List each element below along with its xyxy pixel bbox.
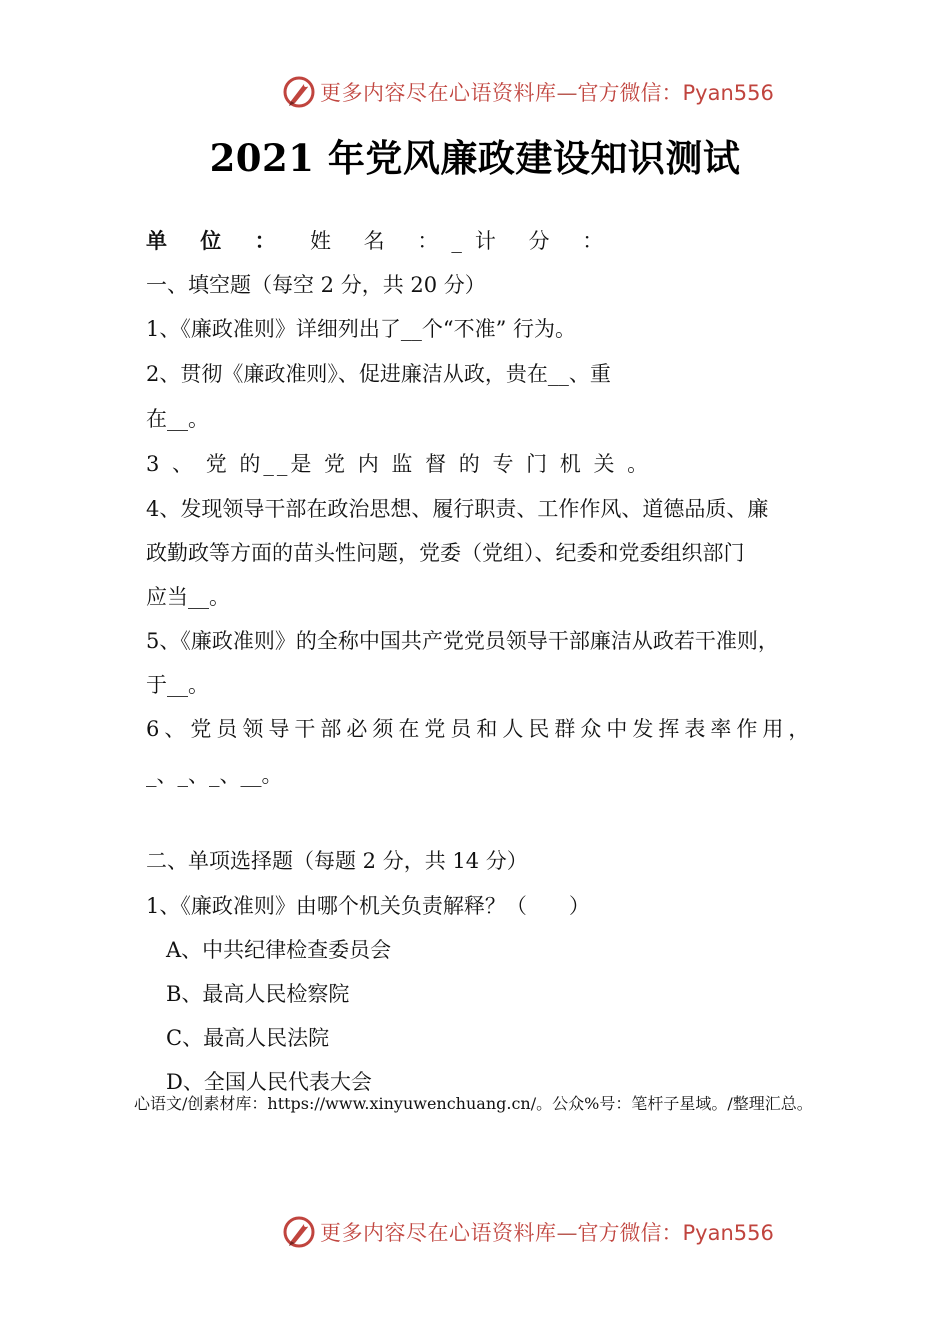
pen-logo-icon: [282, 1215, 316, 1249]
info-line: [146, 226, 616, 256]
watermark-separator: —: [556, 81, 578, 105]
s2-option-b: B、最高人民检察院: [166, 982, 350, 1006]
watermark-top: [282, 74, 774, 110]
info-name-label: 姓 名 ：: [310, 229, 452, 253]
s1-question-2-line2: 在__。: [146, 407, 209, 431]
watermark-contact: 官方微信：Pyan556: [577, 81, 774, 105]
s1-question-4-line1: 4、发现领导干部在政治思想、履行职责、工作作风、道德品质、廉: [146, 497, 769, 521]
watermark-bottom: [282, 1214, 774, 1250]
watermark-separator: —: [556, 1221, 578, 1245]
s2-option-a: A、中共纪律检查委员会: [166, 938, 392, 962]
s1-question-6-line1: 6、党员领导干部必须在党员和人民群众中发挥表率作用，: [146, 717, 815, 741]
watermark-text: 更多内容尽在心语资料库: [320, 1221, 557, 1245]
s2-question-1: 1、《廉政准则》由哪个机关负责解释？（ ）: [146, 894, 590, 918]
pen-logo-icon: [282, 75, 316, 109]
s2-option-c: C、最高人民法院: [166, 1026, 330, 1050]
info-unit-label: 单 位 ：: [146, 228, 289, 253]
page-title: 2021 年党风廉政建设知识测试: [209, 136, 741, 180]
s1-question-5-line1: 5、《廉政准则》的全称中国共产党党员领导干部廉洁从政若干准则，: [146, 629, 779, 653]
s1-question-5-line2: 于__。: [146, 673, 209, 697]
footer-source-note: 心语文/创素材库：https://www.xinyuwenchuang.cn/。公众%号：笔杆子星域。/整理汇总。: [134, 1094, 813, 1113]
s1-question-6-line2: _、_、_、__。: [146, 763, 283, 787]
s1-question-4-line2: 政勤政等方面的苗头性问题，党委（党组）、纪委和党委组织部门: [146, 541, 745, 565]
s1-question-4-line3: 应当__。: [146, 585, 230, 609]
watermark-contact: 官方微信：Pyan556: [577, 1221, 774, 1245]
section1-heading: 一、填空题（每空 2 分，共 20 分）: [146, 273, 486, 297]
s1-question-1: 1、《廉政准则》详细列出了__个“不准” 行为。: [146, 317, 577, 341]
watermark-text: 更多内容尽在心语资料库: [320, 81, 557, 105]
s2-option-d: D、全国人民代表大会: [166, 1070, 372, 1094]
section2-heading: 二、单项选择题（每题 2 分，共 14 分）: [146, 849, 528, 873]
s1-question-2-line1: 2、贯彻《廉政准则》、促进廉洁从政，贵在__、重: [146, 362, 611, 386]
info-score-label: _计 分 ：: [451, 229, 617, 253]
s1-question-3: 3 、 党 的__是 党 内 监 督 的 专 门 机 关 。: [146, 452, 652, 476]
